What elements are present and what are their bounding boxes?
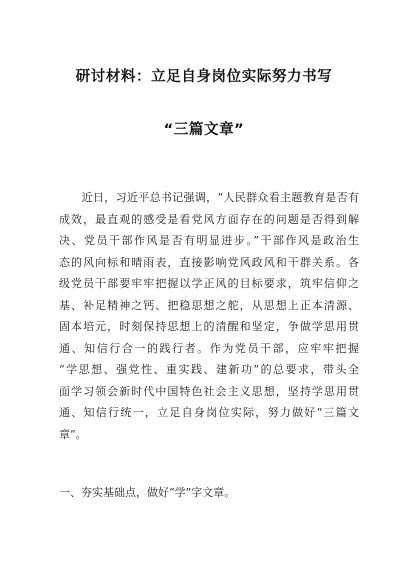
paragraph-line: 级党员干部要牢牢把握以学正风的目标要求，筑牢信仰之 — [59, 277, 359, 290]
paragraph-line: 决、党员干部作风是否有明显进步。”干部作风是政治生 — [59, 234, 359, 247]
paragraph-line: 面学习领会新时代中国特色社会主义思想，坚持学思用贯 — [59, 384, 359, 398]
paragraph-line: 态的风向标和晴雨表，直接影响党风政风和干群关系。各 — [59, 255, 359, 269]
paragraph-line: 通、知信行合一的践行者。作为党员干部，应牢牢把握 — [59, 341, 359, 355]
paragraph-line: “学思想、强党性、重实践、建新功”的总要求，带头全 — [59, 363, 359, 376]
document-title-line-1: 研讨材料：立足自身岗位实际努力书写 — [75, 69, 333, 85]
paragraph-line: 近日，习近平总书记强调，“人民群众看主题教育是否有 — [59, 191, 359, 204]
paragraph-line: 章”。 — [59, 427, 87, 441]
paragraph-line: 基、补足精神之钙、把稳思想之舵，从思想上正本清源、 — [59, 298, 359, 312]
section-heading-1 — [59, 482, 359, 504]
paragraph-line: 固本培元，时刻保持思想上的清醒和坚定，争做学思用贯 — [59, 320, 359, 333]
document-title-line-2: “三篇文章” — [163, 122, 245, 138]
paragraph-line: 成效，最直观的感受是看党风方面存在的问题是否得到解 — [59, 212, 359, 226]
paragraph-line: 通、知信行统一，立足自身岗位实际，努力做好“三篇文 — [59, 406, 359, 419]
section-heading-text: 一、夯实基础点，做好“学”字文章。 — [59, 486, 236, 499]
body-paragraph-1 — [59, 187, 359, 445]
